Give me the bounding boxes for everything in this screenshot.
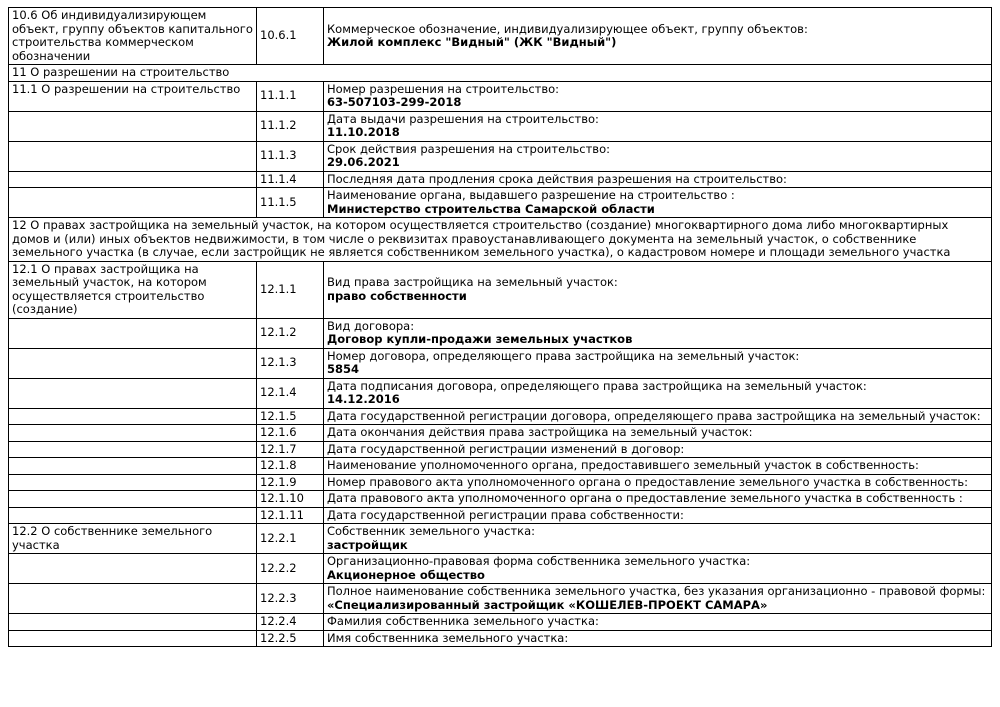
table-row — [9, 261, 992, 318]
field-label: Вид договора: — [327, 318, 415, 333]
field-value: «Специализированный застройщик «КОШЕЛЕВ-ПРОЕКТ САМАРА» — [327, 597, 768, 612]
field-cell — [324, 261, 992, 318]
field-label: Срок действия разрешения на строительство: — [327, 141, 610, 156]
field-value: Акционерное общество — [327, 567, 485, 582]
field-cell — [324, 524, 992, 554]
category-cell: 10.6 Об индивидуализирующем объект, группу объектов капитального строительства коммерческом обозначении — [9, 8, 257, 65]
category-cell — [9, 441, 257, 458]
field-label: Вид права застройщика на земельный участок: — [327, 275, 618, 289]
field-cell — [324, 318, 992, 348]
item-number-cell: 12.2.2 — [257, 554, 324, 584]
table-row — [9, 507, 992, 524]
item-number-cell: 12.1.6 — [257, 425, 324, 442]
field-label: Дата подписания договора, определяющего права застройщика на земельный участок: — [327, 378, 867, 393]
category-cell — [9, 188, 257, 218]
category-cell — [9, 425, 257, 442]
item-number-cell: 12.1.9 — [257, 474, 324, 491]
field-label: Наименование уполномоченного органа, предоставившего земельный участок в собственность: — [327, 458, 919, 472]
category-cell: 11.1 О разрешении на строительство — [9, 81, 257, 111]
field-cell — [324, 408, 992, 425]
field-cell — [324, 141, 992, 171]
table-row — [9, 218, 992, 262]
field-cell — [324, 507, 992, 524]
table-row — [9, 584, 992, 614]
category-cell — [9, 491, 257, 508]
table-row — [9, 554, 992, 584]
field-cell — [324, 171, 992, 188]
table-row — [9, 425, 992, 442]
item-number-cell: 12.1.11 — [257, 507, 324, 524]
category-cell — [9, 348, 257, 378]
item-number-cell: 12.1.8 — [257, 458, 324, 475]
category-cell — [9, 584, 257, 614]
field-cell — [324, 188, 992, 218]
field-label: Коммерческое обозначение, индивидуализирующее объект, группу объектов: — [327, 21, 808, 36]
item-number-cell: 12.2.3 — [257, 584, 324, 614]
table-row — [9, 630, 992, 647]
field-cell — [324, 491, 992, 508]
field-cell — [324, 425, 992, 442]
field-cell — [324, 111, 992, 141]
table-row — [9, 188, 992, 218]
item-number-cell: 12.1.1 — [257, 261, 324, 318]
item-number-cell: 12.1.3 — [257, 348, 324, 378]
item-number-cell: 12.2.4 — [257, 614, 324, 631]
field-value: Министерство строительства Самарской области — [327, 201, 655, 216]
table-row — [9, 141, 992, 171]
field-label: Полное наименование собственника земельного участка, без указания организационно - правовой формы: — [327, 584, 986, 598]
field-cell — [324, 630, 992, 647]
category-cell — [9, 171, 257, 188]
field-value: Договор купли-продажи земельных участков — [327, 332, 633, 346]
field-label: Дата государственной регистрации изменений в договор: — [327, 441, 685, 456]
table-row — [9, 524, 992, 554]
field-label: Номер правового акта уполномоченного органа о предоставление земельного участка в собственность: — [327, 474, 969, 489]
table-row — [9, 348, 992, 378]
item-number-cell: 12.1.5 — [257, 408, 324, 425]
field-cell — [324, 614, 992, 631]
field-cell — [324, 348, 992, 378]
table-row — [9, 441, 992, 458]
table-row — [9, 318, 992, 348]
field-cell — [324, 584, 992, 614]
field-value: 14.12.2016 — [327, 392, 400, 406]
item-number-cell: 11.1.2 — [257, 111, 324, 141]
field-label: Собственник земельного участка: — [327, 524, 536, 538]
field-cell — [324, 474, 992, 491]
field-label: Организационно-правовая форма собственника земельного участка: — [327, 554, 751, 568]
category-cell: 12.1 О правах застройщика на земельный участок, на котором осуществляется строительство (создание) — [9, 261, 257, 318]
item-number-cell: 11.1.5 — [257, 188, 324, 218]
field-label: Номер разрешения на строительство: — [327, 81, 560, 96]
item-number-cell: 10.6.1 — [257, 8, 324, 65]
category-cell — [9, 507, 257, 524]
category-cell — [9, 630, 257, 647]
field-cell — [324, 554, 992, 584]
field-label: Фамилия собственника земельного участка: — [327, 614, 599, 628]
field-cell — [324, 458, 992, 475]
item-number-cell: 12.1.10 — [257, 491, 324, 508]
table-row — [9, 8, 992, 65]
table-row — [9, 474, 992, 491]
field-label: Дата правового акта уполномоченного органа о предоставление земельного участка в собственность : — [327, 491, 963, 505]
item-number-cell: 12.2.1 — [257, 524, 324, 554]
table-row — [9, 171, 992, 188]
table-row — [9, 458, 992, 475]
section-header-cell: 11 О разрешении на строительство — [9, 65, 992, 82]
table-body — [9, 8, 992, 647]
item-number-cell: 11.1.4 — [257, 171, 324, 188]
field-label: Наименование органа, выдавшего разрешение на строительство : — [327, 188, 735, 202]
field-label: Имя собственника земельного участка: — [327, 630, 569, 645]
category-cell — [9, 318, 257, 348]
table-row — [9, 408, 992, 425]
table-row — [9, 614, 992, 631]
field-cell — [324, 378, 992, 408]
declaration-table — [8, 7, 992, 647]
field-label: Дата государственной регистрации права собственности: — [327, 507, 684, 522]
field-cell — [324, 81, 992, 111]
field-value: 5854 — [327, 362, 360, 376]
table-row — [9, 111, 992, 141]
category-cell — [9, 408, 257, 425]
field-label: Дата окончания действия права застройщика на земельный участок: — [327, 425, 753, 439]
field-label: Номер договора, определяющего права застройщика на земельный участок: — [327, 348, 800, 363]
category-cell — [9, 614, 257, 631]
category-cell — [9, 458, 257, 475]
item-number-cell: 11.1.3 — [257, 141, 324, 171]
table-row — [9, 378, 992, 408]
category-cell — [9, 378, 257, 408]
category-cell — [9, 141, 257, 171]
category-cell — [9, 474, 257, 491]
field-value: 63-507103-299-2018 — [327, 95, 462, 109]
field-cell — [324, 8, 992, 65]
section-header-cell: 12 О правах застройщика на земельный участок, на котором осуществляется строительство (создание) многоквартирного дома либо многоквартирных домов и (или) иных объектов недвижимости, в том числе о реквизитах правоустанавливающего документа на земельный участок, о собственнике земельного участка (в случае, если застройщик не является собственником земельного участка), о кадастровом номере и площади земельного участка — [9, 218, 992, 262]
field-value: 29.06.2021 — [327, 155, 400, 169]
field-value: право собственности — [327, 288, 467, 303]
category-cell — [9, 111, 257, 141]
table-row — [9, 65, 992, 82]
field-label: Дата государственной регистрации договора, определяющего права застройщика на земельный участок: — [327, 408, 981, 423]
item-number-cell: 12.1.7 — [257, 441, 324, 458]
item-number-cell: 12.1.4 — [257, 378, 324, 408]
field-label: Дата выдачи разрешения на строительство: — [327, 111, 599, 126]
item-number-cell: 12.2.5 — [257, 630, 324, 647]
field-value: 11.10.2018 — [327, 125, 400, 139]
field-value: застройщик — [327, 537, 408, 552]
category-cell — [9, 554, 257, 584]
field-label: Последняя дата продления срока действия разрешения на строительство: — [327, 171, 787, 186]
item-number-cell: 11.1.1 — [257, 81, 324, 111]
item-number-cell: 12.1.2 — [257, 318, 324, 348]
field-cell — [324, 441, 992, 458]
table-row — [9, 81, 992, 111]
field-value: Жилой комплекс "Видный" (ЖК "Видный") — [327, 35, 617, 49]
category-cell: 12.2 О собственнике земельного участка — [9, 524, 257, 554]
table-row — [9, 491, 992, 508]
